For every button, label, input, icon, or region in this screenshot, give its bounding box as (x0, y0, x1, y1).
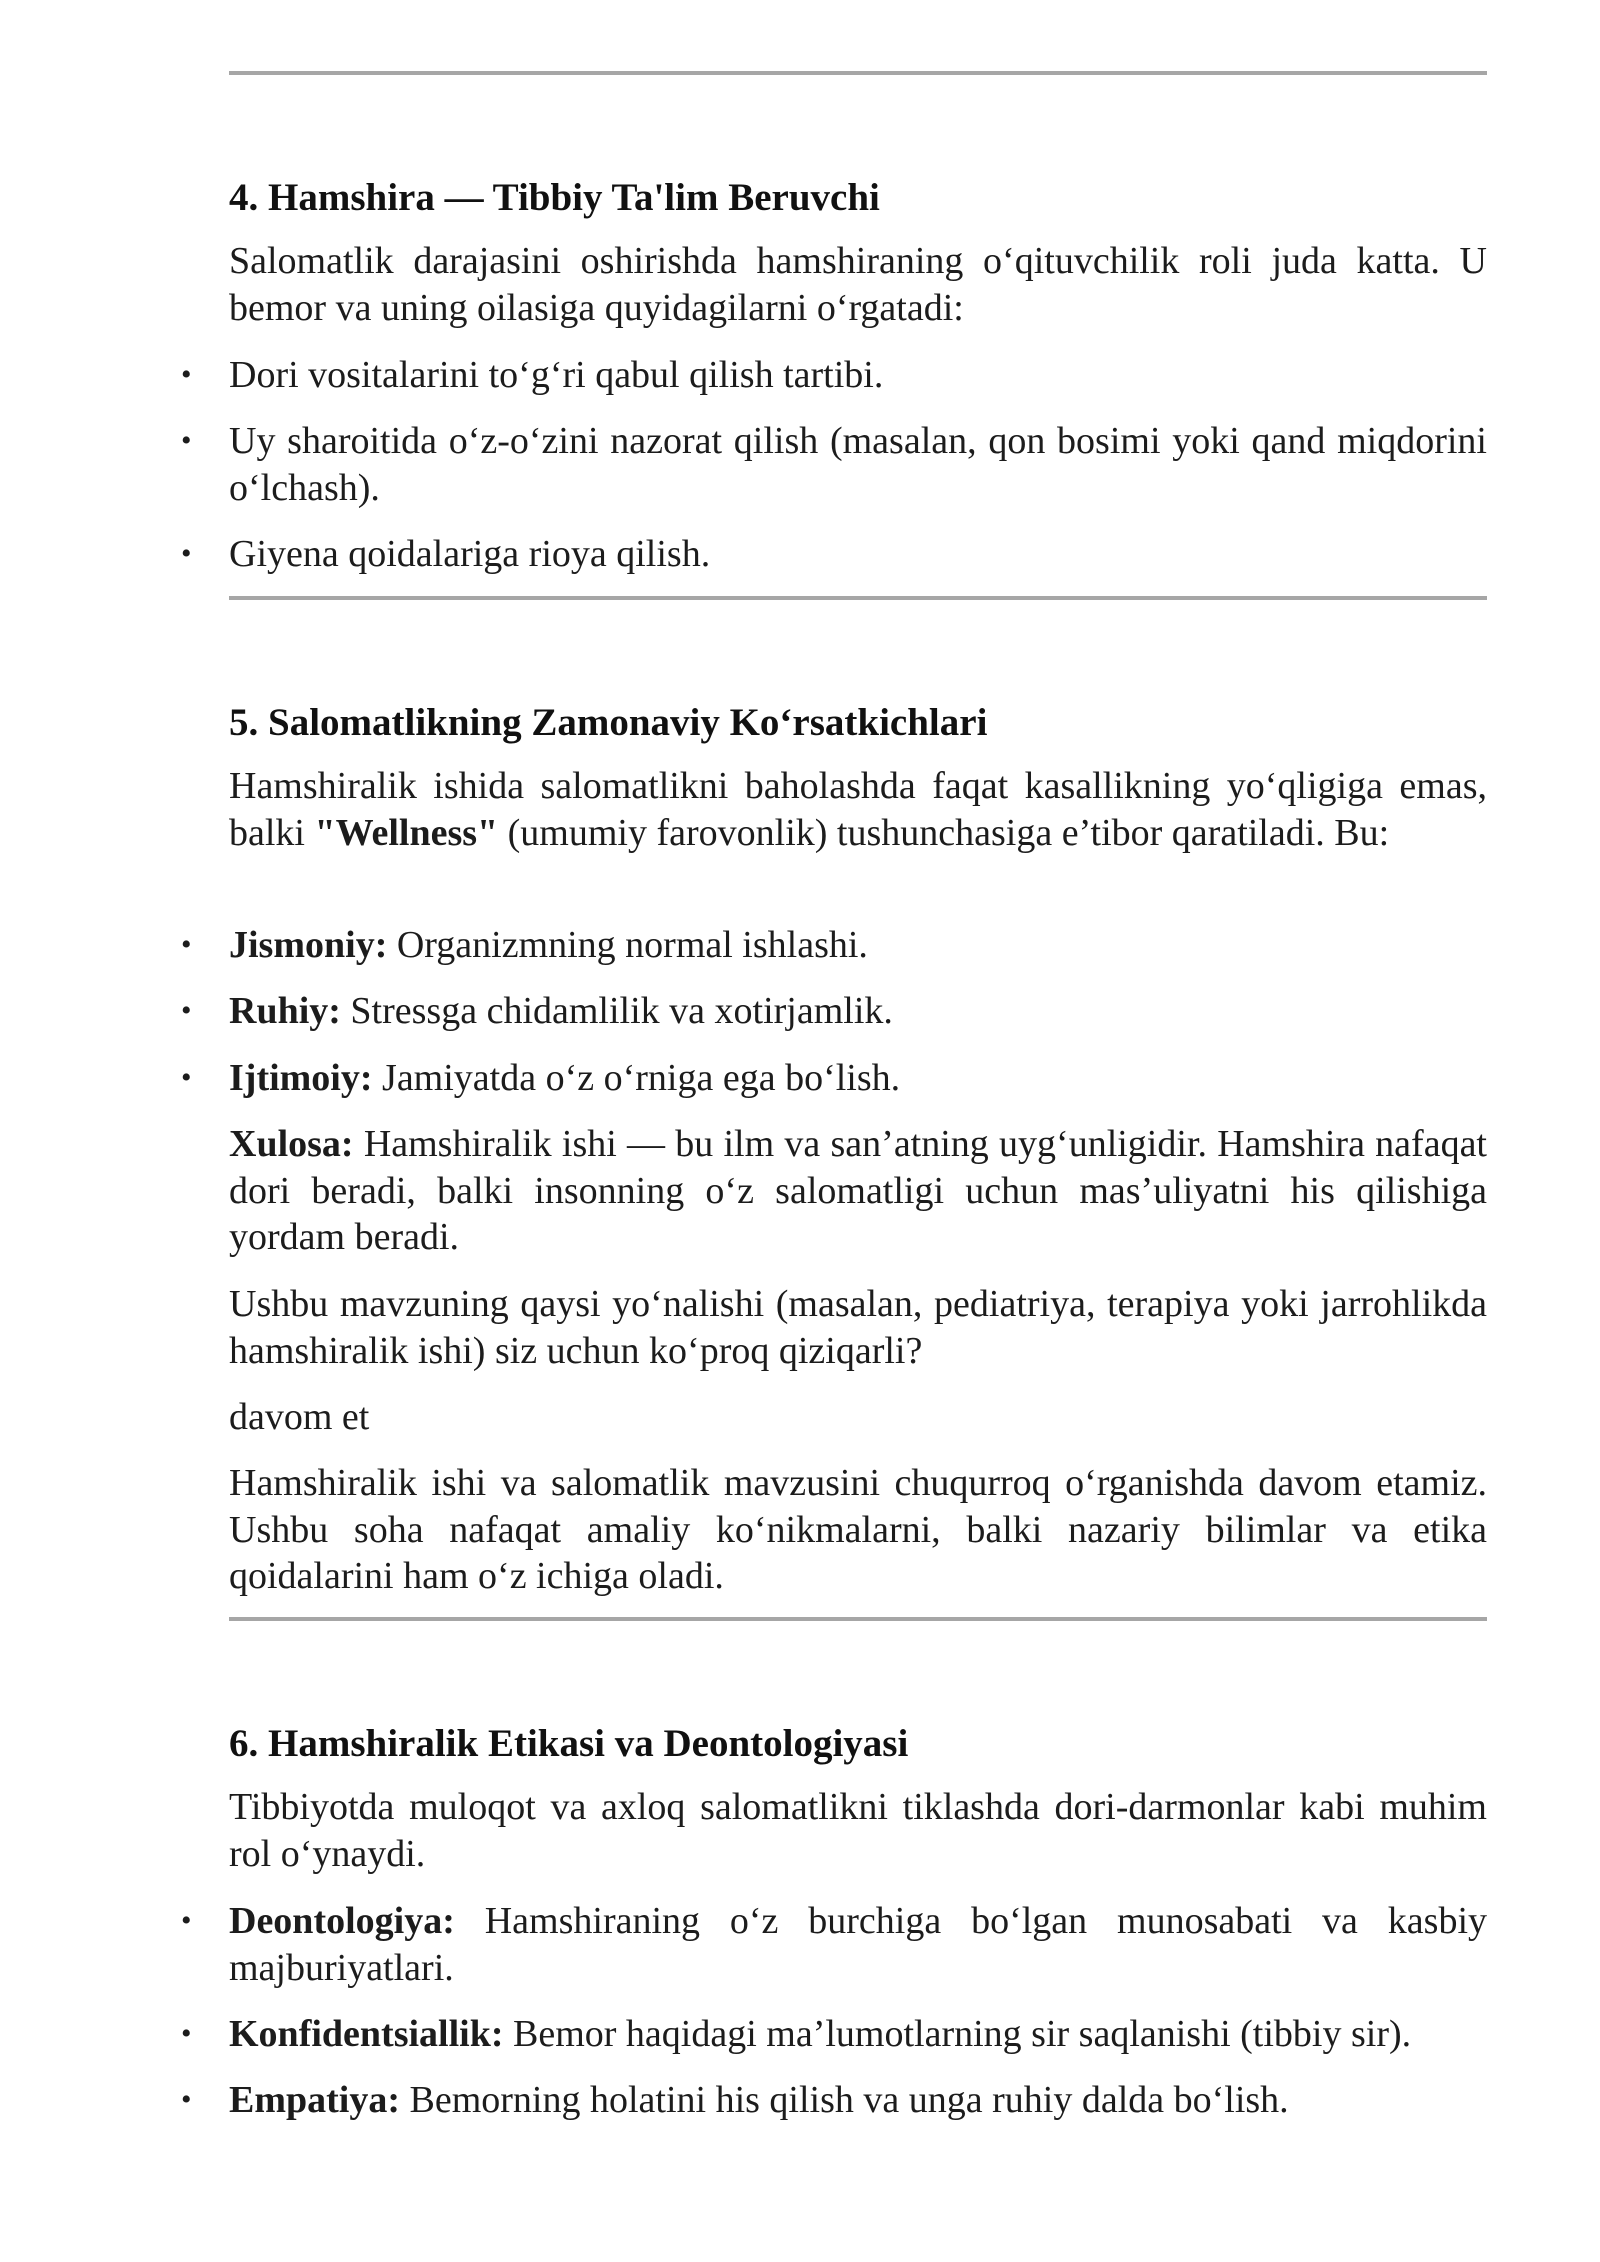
list-item-text: Organizmning normal ishlashi. (387, 924, 868, 966)
list-item-text: Bemor haqidagi ma’lumotlarning sir saqlanishi (tibbiy sir). (503, 2013, 1412, 2055)
horizontal-rule (229, 1617, 1487, 1621)
list-item-text: Stressga chidamlilik va xotirjamlik. (340, 990, 893, 1032)
bullet-icon: • (181, 928, 192, 961)
horizontal-rule (229, 71, 1487, 75)
list-item-text: Bemorning holatini his qilish va unga ruhiy dalda bo‘lish. (400, 2079, 1289, 2121)
paragraph: Ushbu mavzuning qaysi yo‘nalishi (masalan, pediatriya, terapiya yoki jarrohlikda hamshiralik ishi) siz uchun ko‘proq qiziqarli? (229, 1283, 1487, 1372)
paragraph-text: (umumiy farovonlik) tushunchasiga e’tibor qaratiladi. Bu: (498, 811, 1390, 854)
bullet-icon: • (181, 424, 192, 457)
list-item (181, 1055, 1487, 1102)
conclusion-label: Xulosa: (229, 1123, 354, 1165)
list-item-label: Deontologiya: (229, 1900, 455, 1942)
bullet-icon: • (181, 994, 192, 1027)
section-4 (229, 175, 1487, 221)
paragraph: Hamshiralik ishi va salomatlik mavzusini chuqurroq o‘rganishda davom etamiz. Ushbu soha nafaqat amaliy ko‘nikmalarni, balki nazariy bilimlar va etika qoidalarini ham o‘z ichiga oladi. (229, 1462, 1487, 1597)
bullet-icon: • (181, 358, 192, 391)
term-bold: "Wellness" (314, 811, 499, 854)
section-heading: 4. Hamshira — Tibbiy Ta'lim Beruvchi (229, 176, 880, 219)
section-4-intro (229, 238, 1487, 331)
list-item-text: Dori vositalarini to‘g‘ri qabul qilish tartibi. (229, 354, 884, 396)
continuation (229, 1460, 1487, 1600)
list-item-label: Konfidentsiallik: (229, 2013, 504, 2055)
question (229, 1281, 1487, 1374)
paragraph: davom et (229, 1396, 370, 1438)
bullet-icon: • (181, 2083, 192, 2116)
list-item (181, 531, 1487, 578)
list-item-label: Ijtimoiy: (229, 1057, 373, 1099)
paragraph-text: Hamshiralik ishida salomatlikni baholashda faqat kasallikning yo‘qligiga emas, balki (229, 765, 1487, 854)
list-item (181, 988, 1487, 1035)
paragraph (229, 1121, 1487, 1261)
list-item (181, 418, 1487, 511)
list-item-text: Hamshiraning o‘z burchiga bo‘lgan munosabati va kasbiy majburiyatlari. (229, 1900, 1487, 1989)
paragraph: Tibbiyotda muloqot va axloq salomatlikni tiklashda dori-darmonlar kabi muhim rol o‘ynaydi. (229, 1786, 1487, 1875)
conclusion-text: Hamshiralik ishi — bu ilm va san’atning uyg‘unligidir. Hamshira nafaqat dori beradi, balki insonning o‘z salomatligi uchun mas’uliyatni his qilishiga yordam beradi. (229, 1123, 1487, 1258)
list-item-text: Jamiyatda o‘z o‘rniga ega bo‘lish. (372, 1057, 901, 1099)
list-item (181, 1898, 1487, 1991)
bullet-icon: • (181, 537, 192, 570)
list-item-label: Jismoniy: (229, 924, 388, 966)
continue-prompt (229, 1394, 1487, 1441)
section-5-intro (229, 763, 1487, 856)
list-item (181, 352, 1487, 399)
section-heading: 6. Hamshiralik Etikasi va Deontologiyasi (229, 1722, 909, 1765)
section-6 (229, 1721, 1487, 1767)
list-item-text: Uy sharoitida o‘z-o‘zini nazorat qilish (masalan, qon bosimi yoki qand miqdorini o‘lchash). (229, 420, 1487, 509)
section-6-intro (229, 1784, 1487, 1877)
list-item (181, 2011, 1487, 2058)
list-item-label: Empatiya: (229, 2079, 400, 2121)
bullet-icon: • (181, 2017, 192, 2050)
section-heading: 5. Salomatlikning Zamonaviy Ko‘rsatkichlari (229, 701, 988, 744)
paragraph (229, 763, 1487, 856)
list-item (181, 2077, 1487, 2124)
paragraph: Salomatlik darajasini oshirishda hamshiraning o‘qituvchilik roli juda katta. U bemor va uning oilasiga quyidagilarni o‘rgatadi: (229, 240, 1487, 329)
bullet-icon: • (181, 1061, 192, 1094)
bullet-icon: • (181, 1904, 192, 1937)
list-item-label: Ruhiy: (229, 990, 341, 1032)
list-item (181, 922, 1487, 969)
conclusion (229, 1121, 1487, 1261)
section-5 (229, 700, 1487, 746)
list-item-text: Giyena qoidalariga rioya qilish. (229, 533, 711, 575)
horizontal-rule (229, 596, 1487, 600)
